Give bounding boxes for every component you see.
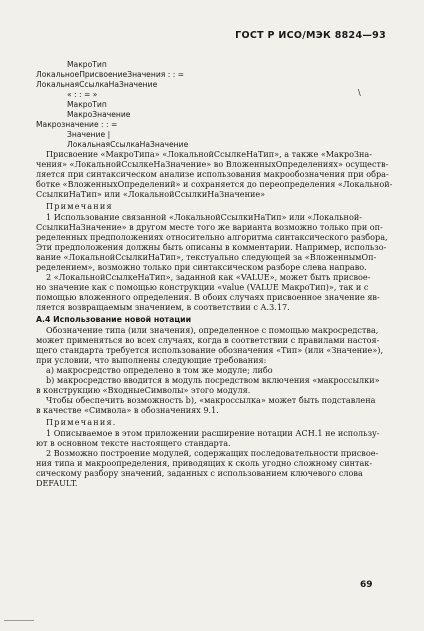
text-line: Примечания [46, 201, 113, 211]
text-line: но значение как с помощью конструкции «value (VALUE МакроТип)», так и с [36, 282, 369, 292]
text-line: Присвоение «МакроТипа» «ЛокальнойСсылкеНаТип», а также «МакроЗна- [46, 149, 372, 159]
text-line: а) макросредство определено в том же модуле; либо [46, 365, 273, 375]
text-line: СсылкиНаТип» или «ЛокальнойСсылкиНаЗначение» [36, 189, 266, 199]
text-line: ЛокальнаяСсылкаНаЗначение [67, 140, 189, 149]
scan-edge-line [4, 620, 34, 621]
text-line: помощью вложенного определения. В обоих случаях присвоенное значение яв- [36, 292, 380, 302]
text-line: 2 Возможно построение модулей, содержащих последовательности присвое- [46, 448, 379, 458]
text-line: ределением», возможно только при синтаксическом разборе слева направо. [36, 262, 367, 272]
text-line: щего стандарта требуется использование обозначения «Тип» (или «Значение»), [36, 345, 384, 355]
text-line: DEFAULT. [36, 478, 78, 488]
text-line: сическому разбору значений, заданных с использованием ключевого слова [36, 468, 363, 478]
text-line: ботке «ВложенныхОпределений» и сохраняется до переопределения «Локальной- [36, 179, 393, 189]
text-line: 1 Использование связанной «ЛокальнойСсылкиНаТип» или «Локальной- [46, 212, 362, 222]
text-line: Чтобы обеспечить возможность b), «макроссылка» может быть подставлена [46, 395, 376, 405]
text-line: b) макросредство вводится в модуль посредством включения «макроссылки» [46, 375, 380, 385]
page-header: ГОСТ Р ИСО/МЭК 8824—93 [235, 30, 386, 41]
text-line: Примечания. [46, 417, 117, 427]
text-line: может применяться во всех случаях, когда в соответствии с правилами настоя- [36, 335, 380, 345]
text-line: ния типа и макроопределения, приводящих к сколь угодно сложному синтак- [36, 458, 373, 468]
page-number: 69 [360, 580, 373, 590]
text-line: МакроТип [67, 60, 107, 69]
text-line: МакроЗначение [67, 110, 131, 119]
text-line: при условии, что выполнены следующие требования: [36, 355, 267, 365]
text-line: вание «ЛокальнойСсылкиНаТип», текстуально следующей за «ВложеннымОп- [36, 252, 377, 262]
text-line: ределенных предположениях относительно алгоритма синтаксического разбора, [36, 232, 388, 242]
text-line: ляется возвращаемым значением, в соответствии с А.3.17. [36, 302, 290, 312]
text-line: ют в основном тексте настоящего стандарта. [36, 438, 231, 448]
text-line: 1 Описываемое в этом приложении расширение нотации АСН.1 не использу- [46, 428, 380, 438]
text-line: МакроТип [67, 100, 107, 109]
text-line: чения» «ЛокальнойСсылкеНаЗначение» во ВложенныхОпределениях» осуществ- [36, 159, 389, 169]
text-line: 2 «ЛокальнойСсылкеНаТип», заданной как «VALUE», может быть присвое- [46, 272, 371, 282]
text-line: Макрозначение : : = [36, 120, 118, 129]
text-line: в конструкцию «ВходныеСимволы» этого модуля. [36, 385, 251, 395]
text-line: Эти предположения должны быть описаны в комментарии. Например, использо- [36, 242, 387, 252]
margin-mark: \ [358, 88, 361, 97]
text-line: СсылкиНаЗначение» в другом месте того же варианта возможно только при оп- [36, 222, 383, 232]
text-line: ляется при синтаксическом анализе использования макрообозначения при обра- [36, 169, 389, 179]
text-line: « : : = » [67, 90, 98, 99]
text-line: Обозначение типа (или значения), определенное с помощью макросредства, [46, 325, 379, 335]
text-line: ЛокальноеПрисвоениеЗначения : : = [36, 70, 185, 79]
text-line: А.4 Использование новой нотации [36, 315, 192, 324]
text-line: в качестве «Символа» в обозначениях 9.1. [36, 405, 219, 415]
text-line: ЛокальнаяСсылкаНаЗначение [36, 80, 158, 89]
text-line: Значение | [67, 130, 111, 139]
